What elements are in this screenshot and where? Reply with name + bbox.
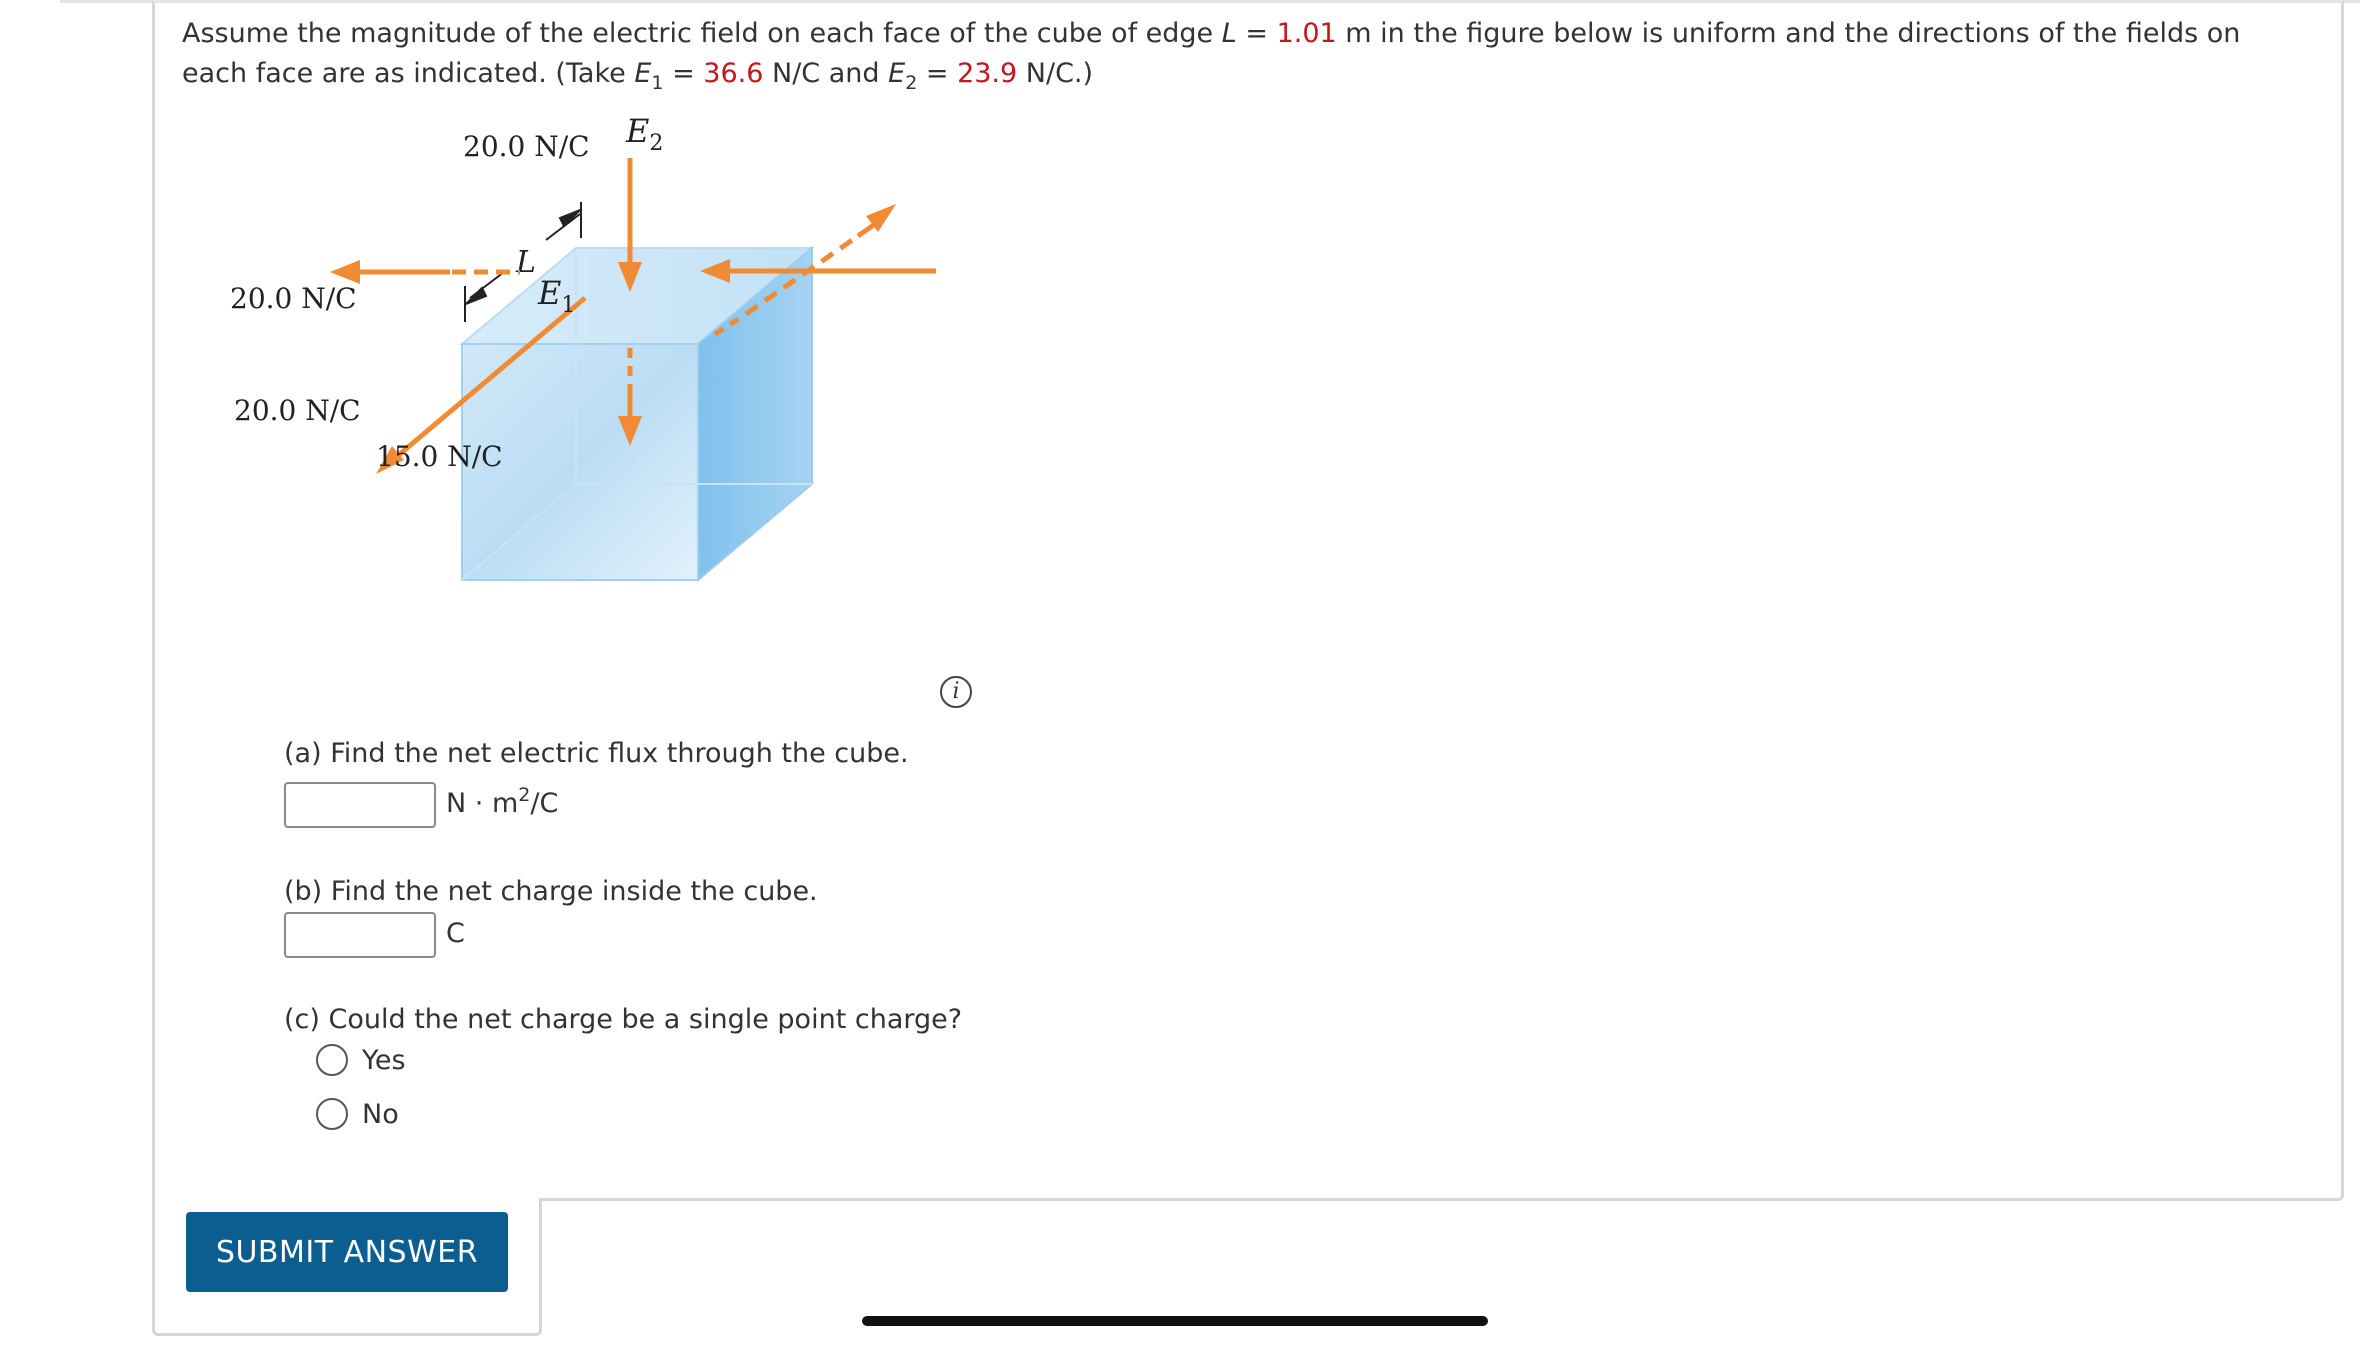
field-label-top-right: 20.0 N/C bbox=[463, 130, 590, 163]
problem-statement: Assume the magnitude of the electric field on each face of the cube of edge L = 1.01 m in the figure below is uniform and the directions of the fields on each face are as indicated. (Take $E_1 = 36.6$ N/C and $E_2 = 23.9$ N/C.) bbox=[182, 18, 2241, 94]
edge-length-value: 1.01 bbox=[1276, 18, 1337, 49]
radio-no[interactable] bbox=[316, 1098, 348, 1130]
e1-label: $E_1$ bbox=[538, 274, 576, 318]
cube-field-figure bbox=[230, 108, 950, 708]
field-label-bottom: 15.0 N/C bbox=[376, 440, 503, 473]
charge-answer-input[interactable] bbox=[284, 912, 436, 958]
e2-label: $E_2$ bbox=[626, 112, 664, 156]
flux-unit: $N \cdot m^2/C$ bbox=[446, 784, 559, 819]
part-a-question: (a) Find the net electric flux through the cube. bbox=[284, 738, 909, 769]
horizontal-scrollbar[interactable] bbox=[862, 1316, 1488, 1326]
e2-value: 23.9 bbox=[957, 58, 1018, 89]
field-label-front: 20.0 N/C bbox=[234, 394, 361, 427]
e1-value: 36.6 bbox=[703, 58, 764, 89]
part-b-question: (b) Find the net charge inside the cube. bbox=[284, 876, 818, 907]
part-c-question: (c) Could the net charge be a single point charge? bbox=[284, 1004, 963, 1035]
radio-yes-label: Yes bbox=[362, 1044, 406, 1076]
submit-answer-button[interactable]: SUBMIT ANSWER bbox=[186, 1212, 508, 1292]
radio-yes[interactable] bbox=[316, 1044, 348, 1076]
radio-option-yes[interactable] bbox=[316, 1040, 406, 1080]
footer-tab-join bbox=[155, 1196, 539, 1204]
radio-no-label: No bbox=[362, 1098, 399, 1130]
charge-unit: C bbox=[446, 918, 465, 949]
info-icon[interactable]: i bbox=[940, 676, 972, 708]
field-label-left: 20.0 N/C bbox=[230, 282, 357, 315]
edge-length-label: L bbox=[516, 245, 536, 280]
flux-answer-input[interactable] bbox=[284, 782, 436, 828]
radio-option-no[interactable] bbox=[316, 1094, 399, 1134]
